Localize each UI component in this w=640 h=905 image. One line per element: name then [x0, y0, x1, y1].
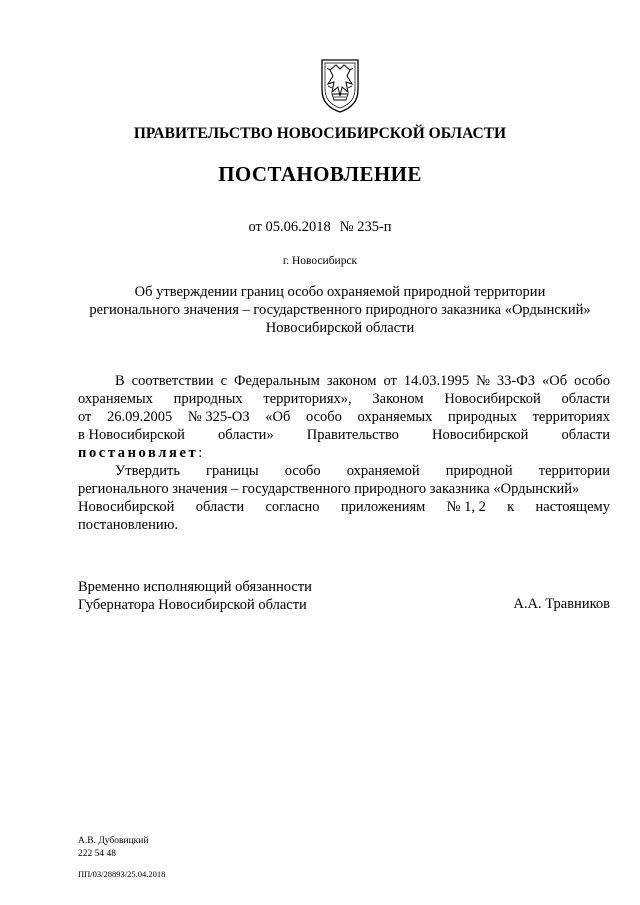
- word: приложениям: [340, 499, 426, 515]
- word: 14.03.1995: [403, 373, 470, 389]
- word: охраняемых: [357, 409, 433, 425]
- footer-author: А.В. Дубовицкий: [78, 836, 149, 846]
- footer-registration-code: ПП/03/28893/25.04.2018: [78, 869, 166, 879]
- word: в Новосибирской: [78, 427, 185, 443]
- document-type: ПОСТАНОВЛЕНИЕ: [218, 162, 422, 186]
- document-subject: [70, 283, 610, 337]
- decree-line: [78, 444, 610, 462]
- document-date-number: [0, 219, 640, 236]
- word: 33-ФЗ: [496, 373, 535, 389]
- body-line: [78, 498, 610, 516]
- word: территориях: [532, 409, 610, 425]
- signatory-title-line: Временно исполняющий обязанности: [78, 579, 312, 595]
- word: территориях»,: [263, 391, 352, 407]
- word: с: [220, 373, 228, 389]
- signatory-title-line: Губернатора Новосибирской области: [78, 597, 307, 613]
- word: территории: [538, 463, 610, 479]
- word: настоящему: [535, 499, 610, 515]
- footer-phone: 222 54 48: [78, 849, 116, 859]
- body-line: [78, 408, 610, 426]
- word: охраняемой: [346, 463, 420, 479]
- word: от: [383, 373, 397, 389]
- word: Новосибирской: [78, 499, 175, 515]
- word: области: [561, 391, 610, 407]
- decree-word: постановляет: [78, 445, 199, 461]
- word: 26.09.2005: [107, 409, 173, 425]
- word: № 325-ОЗ: [187, 409, 250, 425]
- word: Федеральным: [234, 373, 320, 389]
- word: согласно: [265, 499, 320, 515]
- subject-line: регионального значения – государственного природного заказника «Ордынский»: [89, 302, 591, 318]
- word: области: [195, 499, 245, 515]
- word: Правительство: [306, 427, 399, 443]
- word: природных: [448, 409, 517, 425]
- word: области»: [217, 427, 274, 443]
- document-date: от 05.06.2018: [248, 219, 331, 235]
- subject-line: Об утверждении границ особо охраняемой природной территории: [134, 284, 546, 300]
- signatory-name: А.А. Травников: [513, 596, 610, 612]
- body-line: [78, 462, 610, 480]
- document-number: № 235-п: [339, 219, 392, 235]
- body-line: [78, 372, 610, 390]
- word: «Об: [541, 373, 568, 389]
- word: Законом: [372, 391, 424, 407]
- word: Новосибирской: [432, 427, 529, 443]
- word: законом: [326, 373, 377, 389]
- word: соответствии: [131, 373, 214, 389]
- word: №: [476, 373, 490, 389]
- word: природной: [445, 463, 513, 479]
- word: № 1, 2: [446, 499, 486, 515]
- word: «Об: [265, 409, 291, 425]
- word: В: [115, 373, 125, 389]
- word: природных: [173, 391, 243, 407]
- word: особо: [305, 409, 342, 425]
- word: охраняемых: [78, 391, 153, 407]
- body-line: постановлению.: [78, 517, 179, 533]
- document-body: [78, 372, 610, 534]
- body-line: [78, 390, 610, 408]
- word: особо: [574, 373, 610, 389]
- word: от: [78, 409, 92, 425]
- word: особо: [284, 463, 321, 479]
- coat-of-arms-icon: [316, 56, 364, 114]
- word: к: [507, 499, 515, 515]
- word: границы: [206, 463, 259, 479]
- body-line: регионального значения – государственного природного заказника «Ордынский»: [78, 481, 580, 497]
- document-city: г. Новосибирск: [282, 255, 358, 267]
- signatory-title: [78, 578, 312, 614]
- word: Новосибирской: [444, 391, 541, 407]
- subject-line: Новосибирской области: [265, 320, 415, 336]
- government-name: ПРАВИТЕЛЬСТВО НОВОСИБИРСКОЙ ОБЛАСТИ: [133, 125, 507, 142]
- body-line: [78, 426, 610, 444]
- decree-colon: :: [198, 445, 203, 461]
- word: области: [561, 427, 610, 443]
- word: Утвердить: [115, 463, 180, 479]
